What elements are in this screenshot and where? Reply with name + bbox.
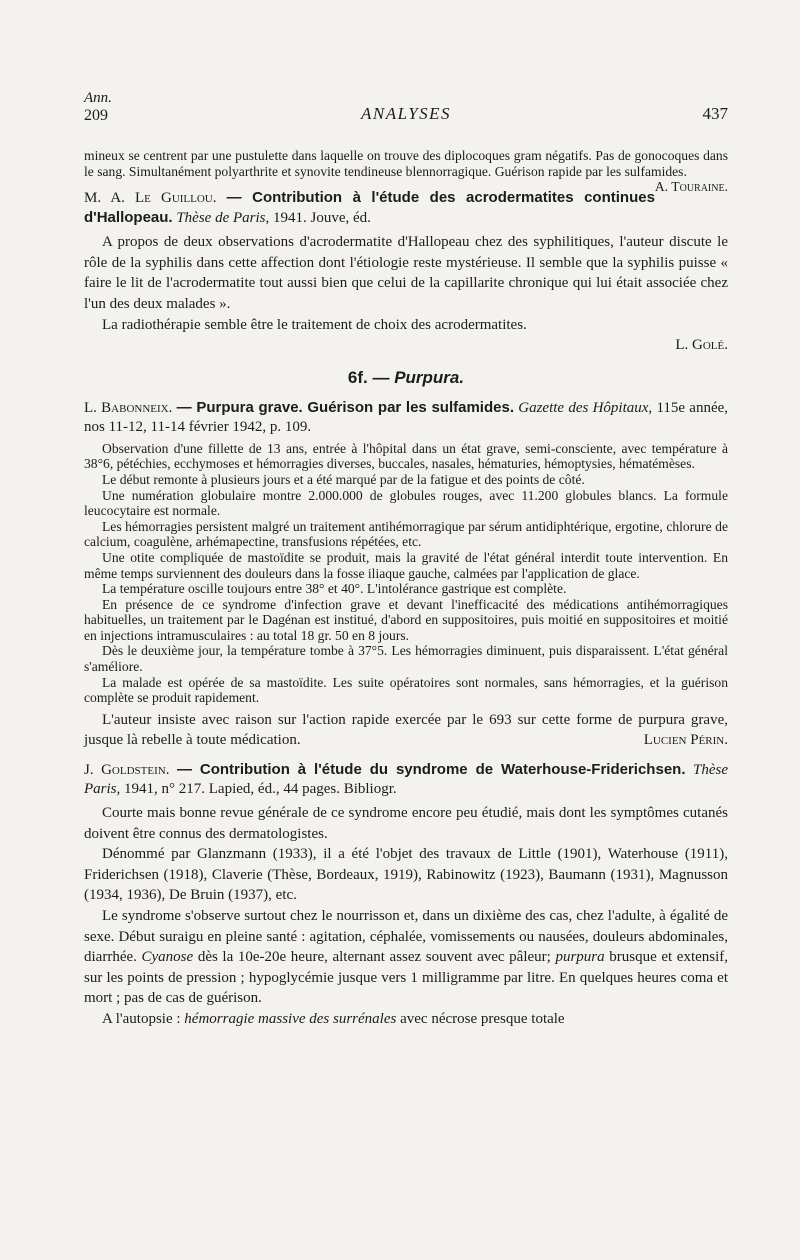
volume-number: 209 bbox=[84, 107, 108, 124]
paragraph bbox=[84, 710, 728, 751]
page-header bbox=[84, 90, 728, 130]
text-span: dès la 10e-20e heure, alternant assez souvent avec pâleur; bbox=[197, 949, 551, 966]
paragraph: Dès le deuxième jour, la température tombe à 37°5. Les hémorragies diminuent, puis disparaissent. L'état général s'améliore. bbox=[84, 643, 728, 675]
entry-source: Thèse Paris, bbox=[84, 762, 729, 798]
page-number: 437 bbox=[702, 104, 728, 123]
conclusion-text: L'auteur insiste avec raison sur l'action rapide exercée par le 693 sur cette forme de purpura grave, jusque là rebelle à toute médication. bbox=[84, 711, 728, 749]
entry-babonneix bbox=[84, 398, 728, 437]
text-emphasis: Cyanose bbox=[141, 949, 194, 966]
paragraph: Dénommé par Glanzmann (1933), il a été l'objet des travaux de Little (1901), Waterhouse (1911), Friderichsen (1918), Claverie (Thèse, Bordeaux, 1919), Rabinowitz (1923), Baumann (1931), Magnusson (1934, 1936), De Bruin (1937), etc. bbox=[84, 846, 728, 904]
text-span: A l'autopsie : bbox=[102, 1010, 181, 1027]
section-heading bbox=[84, 368, 728, 388]
text-span: brusque et extensif, sur les points de pression ; hypoglycémie jusque vers 1 milligramme par litre. En quelques heures coma et mort ; pas de cas de guérison. bbox=[84, 949, 729, 1007]
entry-title: — Purpura grave. Guérison par les sulfamides. bbox=[176, 398, 514, 416]
paragraph: La malade est opérée de sa mastoïdite. Les suite opératoires sont normales, sans hémorragies, et la guérison complète se produit rapidement. bbox=[84, 674, 728, 706]
text-emphasis: purpura bbox=[555, 949, 605, 966]
main-content bbox=[84, 148, 728, 1030]
paragraph: Le début remonte à plusieurs jours et a été marqué par de la fatigue et des points de côté. bbox=[102, 471, 585, 487]
paragraph bbox=[84, 906, 728, 1009]
paragraph: La radiothérapie semble être le traitement de choix des acrodermatites. bbox=[102, 316, 527, 333]
entry-author: J. Goldstein. bbox=[84, 762, 170, 779]
entry-signature: L. Golé. bbox=[675, 337, 728, 354]
text-span: avec nécrose presque totale bbox=[400, 1010, 565, 1027]
paragraph: Une otite compliquée de mastoïdite se produit, mais la gravité de l'état général interdit toute intervention. En même temps surviennent des douleurs dans la fosse iliaque gauche, calmées par l'application de glace. bbox=[84, 549, 728, 581]
section-number: 6f. bbox=[347, 367, 368, 387]
abstract-text: mineux se centrent par une pustulette dans laquelle on trouve des diplocoques gram négatifs. Pas de gonocoques dans le sang. Simultanément polyarthrite et synovite tendineuse blennorragique. Guérison rapide par les sulfamides. bbox=[84, 148, 728, 179]
entry-goldstein bbox=[84, 760, 728, 799]
paragraph: Une numération globulaire montre 2.000.000 de globules rouges, avec 11.200 globules blancs. La formule leucocytaire est normale. bbox=[84, 487, 728, 519]
continued-abstract bbox=[84, 148, 728, 195]
paragraph bbox=[84, 1009, 728, 1030]
paragraph: Observation d'une fillette de 13 ans, entrée à l'hôpital dans un état grave, semi-consciente, avec température à 38°6, pétéchies, ecchymoses et hémorragies diverses, buccales, nasales, hématuries, hémoptysies, hématémèses. bbox=[84, 440, 728, 472]
entry-author: M. A. Le Guillou. bbox=[84, 190, 217, 207]
paragraph: En présence de ce syndrome d'infection grave et devant l'inefficacité des médications antihémorragiques habituelles, un traitement par le Dagénan est institué, d'abord en suppositoires, puis moitié en suppositoires et moitié en injections intramusculaires : au total 18 gr. 50 en 8 jours. bbox=[84, 596, 728, 643]
paragraph: Les hémorragies persistent malgré un traitement antihémorragique par sérum antidiphtérique, ergotine, chlorure de calcium, coagulène, arhémapectine, transfusions répétées, etc. bbox=[84, 518, 728, 550]
entry-details: 115e année, nos 11-12, 11-14 février 1942, p. 109. bbox=[84, 399, 729, 435]
entry-details: 1941, n° 217. Lapied, éd., 44 pages. Bibliogr. bbox=[124, 781, 397, 798]
text-span: Le syndrome s'observe surtout chez le nourrisson et, dans un dixième des cas, chez l'adulte, à égalité de sexe. Début suraigu en pleine santé : agitation, céphalée, vomissements ou nausées, douleurs abdominales, diarrhée. bbox=[84, 908, 728, 966]
entry-details: 1941. Jouve, éd. bbox=[273, 210, 371, 227]
section-title: — Purpura. bbox=[372, 367, 465, 387]
entry-le-guillou bbox=[84, 188, 728, 228]
entry-source: Thèse de Paris, bbox=[176, 210, 270, 227]
entry-title: — Contribution à l'étude des acrodermatites continues d'Hallopeau. bbox=[84, 189, 655, 227]
paragraph: La température oscille toujours entre 38° et 40°. L'intolérance gastrique est complète. bbox=[102, 581, 567, 597]
entry-source: Gazette des Hôpitaux, bbox=[518, 399, 653, 416]
running-title: ANALYSES bbox=[360, 104, 452, 123]
paragraph: A propos de deux observations d'acrodermatite d'Hallopeau chez des syphilitiques, l'auteur discute le rôle de la syphilis dans cette affection dont l'étiologie reste mystérieuse. Il semble que la syphilis puisse « faire le lit de l'acrodermatite tout aussi bien que celui de la capillarite chronique qui lui était associée chez l'un des deux malades ». bbox=[84, 234, 728, 312]
entry-signature: Lucien Périn. bbox=[643, 732, 728, 749]
entry-author: L. Babonneix. bbox=[84, 399, 173, 416]
paragraph: Courte mais bonne revue générale de ce syndrome encore peu étudié, mais dont les symptômes cutanés doivent être connus des dermatologistes. bbox=[84, 805, 728, 842]
entry-title: — Contribution à l'étude du syndrome de Waterhouse-Friderichsen. bbox=[176, 761, 686, 779]
abstract-signature: A. Touraine. bbox=[654, 179, 728, 195]
journal-abbrev: Ann. bbox=[84, 90, 112, 106]
text-emphasis: hémorragie massive des surrénales bbox=[184, 1010, 397, 1027]
